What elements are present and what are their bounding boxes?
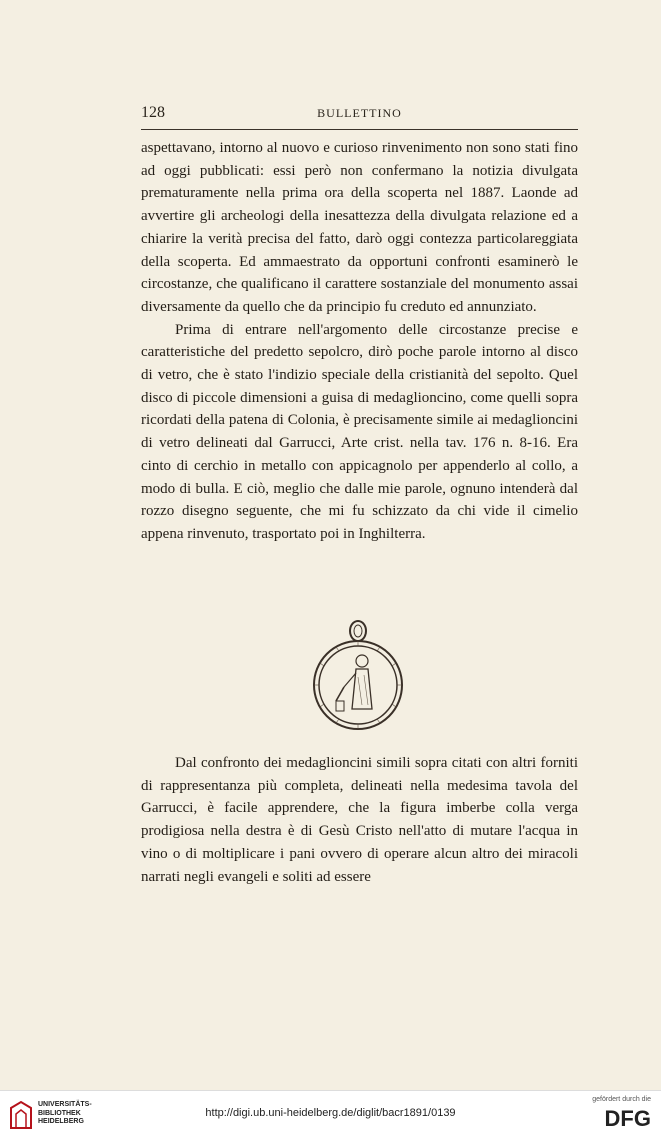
header-rule	[141, 129, 578, 130]
paragraph-2: Prima di entrare nell'argomento delle circostanze precise e caratteristiche del predetto sepolcro, dirò poche parole intorno al disco di vetro, che è stato l'indizio speciale della cristianità del sepolto. Quel disco di piccole dimensioni a guisa di medaglioncino, come quelli sopra ricordati della patena di Colonia, è precisamente simile ai medaglioncini di vetro delineati dal Garrucci, Arte crist. nella tav. 176 n. 8-16. Era cinto di cerchio in metallo con appicagnolo per appenderlo al collo, a modo di bulla. E ciò, meglio che dalle mie parole, ognuno intenderà dal rozzo disegno seguente, che mi fu schizzato da chi vide il cimelio appena rinvenuto, trasportato poi in Inghilterra.	[141, 321, 578, 542]
page-header	[141, 104, 578, 126]
page-number: 128	[141, 104, 165, 121]
running-title: BULLETTINO	[317, 106, 402, 120]
paragraph-1: aspettavano, intorno al nuovo e curioso rinvenimento non sono stati fino ad oggi pubblicati: essi però non confermano la notizia divulgata prematuramente nella prima ora della scoperta nel 1887. Laonde ad avvertire gli archeologi della inesattezza della divulgata relazione ed a chiarire la verità precisa del fatto, darò oggi contezza particolareggiata della scoperta. Ed ammaestrato da opportuni confronti esaminerò le circostanze, che qualificano il carattere sostanziale del monumento assai diversamente da quello che da principio fu creduto ed annunziato.	[141, 140, 578, 315]
funder-logo: DFG	[604, 1106, 651, 1131]
viewer-footer	[0, 1090, 661, 1137]
text-block-lower	[141, 752, 578, 888]
paragraph-3: Dal confronto dei medaglioncini simili sopra citati con altri forniti di rappresentanza più completa, delineati nella medesima tavola del Garrucci, è facile apprendere, che la figura imberbe colla verga prodigiosa nella destra è di Gesù Cristo nell'atto di mutare l'acqua in vino o di moltiplicare i pani ovvero di operare alcun altro dei miracoli narrati negli evangeli e soliti ad essere	[141, 755, 578, 885]
library-name: UNIVERSITÄTS- BIBLIOTHEK HEIDELBERG	[38, 1101, 92, 1125]
text-block-upper	[141, 137, 578, 546]
permalink-url[interactable]: http://digi.ub.uni-heidelberg.de/diglit/bacr1891/0139	[205, 1107, 456, 1119]
medallion-illustration-icon	[310, 617, 406, 741]
funder-label: gefördert durch die	[592, 1096, 651, 1103]
